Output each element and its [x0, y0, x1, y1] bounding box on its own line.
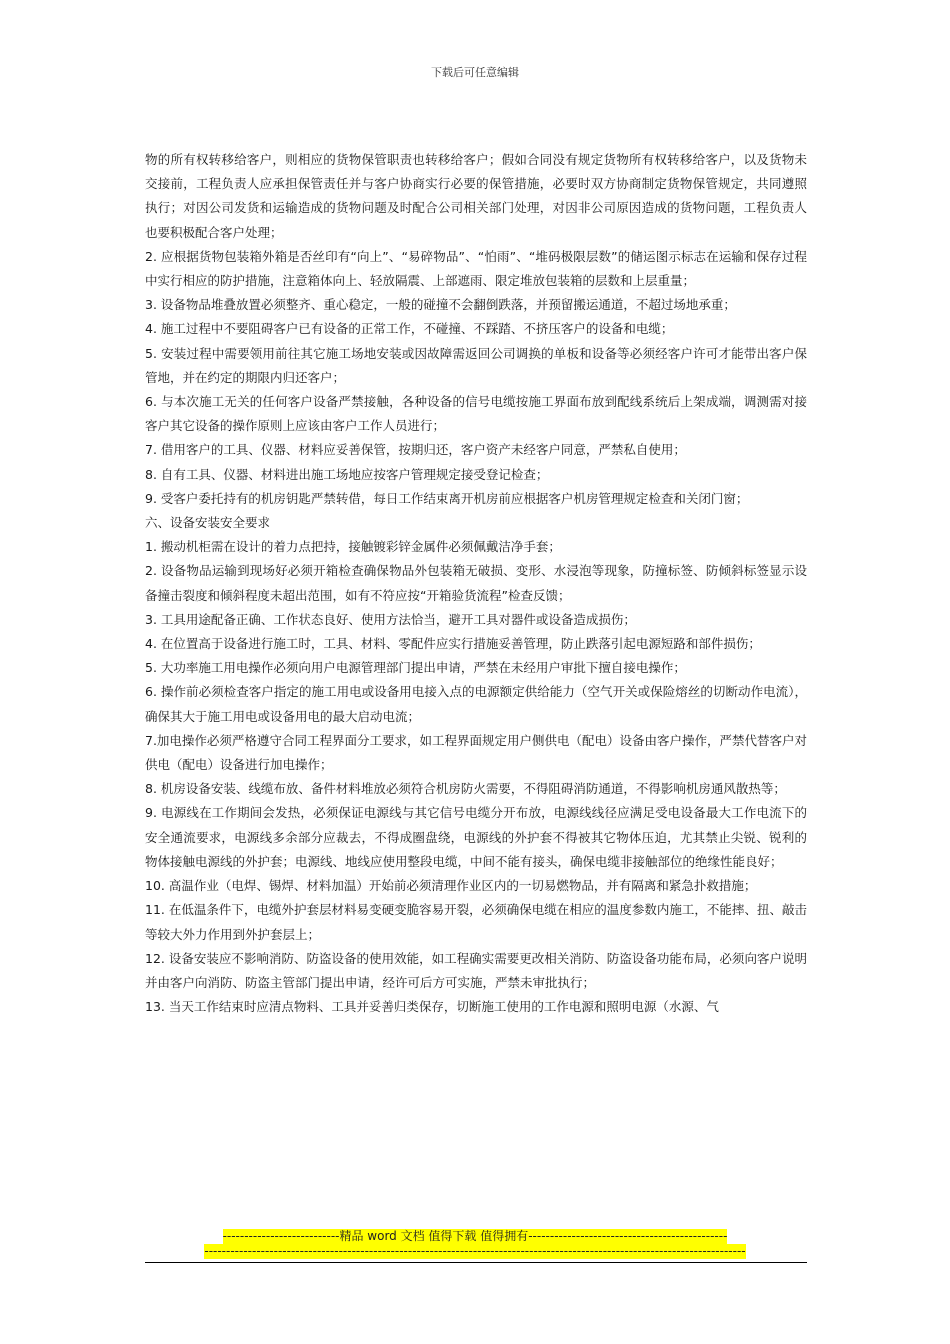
paragraph: 8. 机房设备安装、线缆布放、备件材料堆放必须符合机房防火需要，不得阻碍消防通道，不得影响机房通风散热等； [145, 781, 786, 797]
paragraph: 6. 与本次施工无关的任何客户设备严禁接触，各种设备的信号电缆按施工界面布放到配线系统后上架成端，调测需对接客户其它设备的操作原则上应该由客户工作人员进行； [145, 394, 807, 434]
paragraph: 2. 设备物品运输到现场好必须开箱检查确保物品外包装箱无破损、变形、水浸泡等现象，防撞标签、防倾斜标签显示设备撞击裂度和倾斜程度未超出范围，如有不符应按“开箱验货流程”检查反馈； [145, 563, 807, 603]
paragraph: 4. 在位置高于设备进行施工时，工具、材料、零配件应实行措施妥善管理，防止跌落引起电源短路和部件损伤； [145, 636, 761, 652]
paragraph: 7.加电操作必须严格遵守合同工程界面分工要求，如工程界面规定用户侧供电（配电）设备由客户操作，严禁代替客户对供电（配电）设备进行加电操作； [145, 732, 807, 773]
footer-rule [145, 1262, 807, 1263]
paragraph: 12. 设备安装应不影响消防、防盗设备的使用效能，如工程确实需要更改相关消防、防盗设备功能布局，必须向客户说明并由客户向消防、防盗主管部门提出申请，经许可后方可实施，严禁未审批执行； [145, 950, 807, 990]
paragraph: 2. 应根据货物包装箱外箱是否丝印有“向上”、“易碎物品”、“怕雨”、“堆码极限层数”的储运图示标志在运输和保存过程中实行相应的防护措施，注意箱体向上、轻放隔震、上部遮雨、限定堆放包装箱的层数和上层重量； [145, 248, 807, 289]
paragraph: 13. 当天工作结束时应清点物料、工具并妥善归类保存，切断施工使用的工作电源和照明电源（水源、气 [145, 999, 719, 1015]
paragraph: 5. 安装过程中需要领用前往其它施工场地安装或因故障需返回公司调换的单板和设备等必须经客户许可才能带出客户保管地，并在约定的期限内归还客户； [145, 345, 807, 385]
paragraph: 7. 借用客户的工具、仪器、材料应妥善保管，按期归还，客户资产未经客户同意，严禁私自使用； [145, 442, 686, 458]
paragraph: 物的所有权转移给客户，则相应的货物保管职责也转移给客户；假如合同没有规定货物所有权转移给客户，以及货物未交接前，工程负责人应承担保管责任并与客户协商实行必要的保管措施，必要时双方协商制定货物保管规定，共同遵照执行；对因公司发货和运输造成的货物问题及时配合公司相关部门处理，对因非公司原因造成的货物问题，工程负责人也要积极配合客户处理； [145, 152, 807, 240]
document-body [145, 148, 807, 1019]
paragraph: 6. 操作前必须检查客户指定的施工用电或设备用电接入点的电源额定供给能力（空气开关或保险熔丝的切断动作电流），确保其大于施工用电或设备用电的最大启动电流； [145, 684, 807, 724]
paragraph: 8. 自有工具、仪器、材料进出施工场地应按客户管理规定接受登记检查； [145, 466, 549, 482]
paragraph: 9. 受客户委托持有的机房钥匙严禁转借，每日工作结束离开机房前应根据客户机房管理规定检查和关闭门窗； [145, 490, 749, 506]
footer-banner: ---------------------------精品 word 文档 值得下载 值得拥有---------------------------------------------- [222, 1229, 728, 1243]
section-heading: 六、设备安装安全要求 [145, 515, 271, 531]
paragraph: 3. 设备物品堆叠放置必须整齐、重心稳定，一般的碰撞不会翻倒跌落，并预留搬运通道，不超过场地承重； [145, 297, 736, 313]
paragraph: 10. 高温作业（电焊、锡焊、材料加温）开始前必须清理作业区内的一切易燃物品，并有隔离和紧急扑救措施； [145, 878, 757, 894]
paragraph: 5. 大功率施工用电操作必须向用户电源管理部门提出申请，严禁在未经用户审批下擅自接电操作； [145, 660, 686, 676]
paragraph: 11. 在低温条件下，电缆外护套层材料易变硬变脆容易开裂，必须确保电缆在相应的温度参数内施工，不能摔、扭、敲击等较大外力作用到外护套层上； [145, 902, 807, 942]
paragraph: 4. 施工过程中不要阻碍客户已有设备的正常工作，不碰撞、不踩踏、不挤压客户的设备和电缆； [145, 321, 674, 337]
paragraph: 1. 搬动机柜需在设计的着力点把持，接触镀彩锌金属件必须佩戴洁净手套； [145, 539, 561, 555]
paragraph: 9. 电源线在工作期间会发热，必须保证电源线与其它信号电缆分开布放，电源线线径应满足受电设备最大工作电流下的安全通流要求，电源线多余部分应裁去，不得成圈盘绕，电源线的外护套不得被其它物体压迫，尤其禁止尖锐、锐利的物体接触电源线的外护套；电源线、地线应使用整段电缆，中间不能有接头，确保电缆非接触部位的绝缘性能良好； [145, 805, 807, 869]
page-header: 下载后可任意编辑 [431, 66, 519, 79]
page-footer [0, 1229, 950, 1259]
footer-dash-line: ----------------------------------------------------------------------------------------------------------------------------- [204, 1244, 746, 1258]
paragraph: 3. 工具用途配备正确、工作状态良好、使用方法恰当，避开工具对器件或设备造成损伤； [145, 611, 636, 627]
